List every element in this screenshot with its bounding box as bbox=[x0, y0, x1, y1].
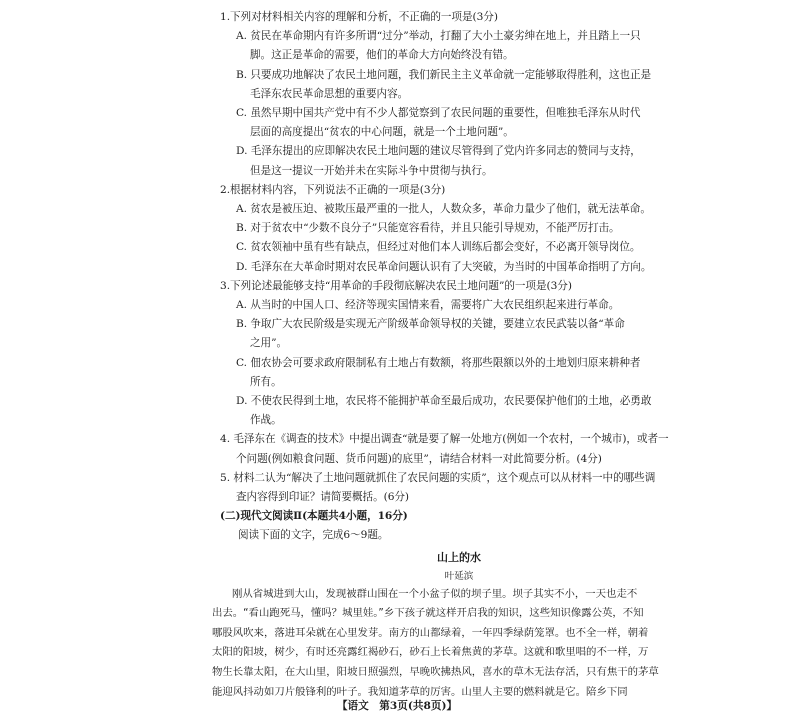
question-2-option-b: B. 对于贫农中“少数不良分子”只能宽容看待，并且只能引导规劝，不能严厉打击。 bbox=[236, 222, 620, 235]
story-paragraph-line: 物生长靠太阳，在大山里，阳坡日照强烈，早晚吹拂热风，喜水的草木无法存活，只有焦干的茅草 bbox=[212, 666, 659, 679]
question-1-stem: 1.下列对材料相关内容的理解和分析，不正确的一项是(3分) bbox=[220, 11, 498, 23]
question-1-option-b: B. 只要成功地解决了农民土地问题，我们新民主主义革命就一定能够取得胜利，这也正是 bbox=[236, 68, 652, 81]
question-5-line-2: 查内容得到印证？请简要概括。(6分) bbox=[236, 491, 410, 504]
question-3-option-b-cont: 之用”。 bbox=[250, 337, 287, 350]
question-1-option-c: C. 虽然早期中国共产党中有不少人都觉察到了农民问题的重要性，但唯独毛泽东从时代 bbox=[236, 107, 641, 120]
question-3-option-c: C. 佃农协会可要求政府限制私有土地占有数额，将那些限额以外的土地划归原来耕种者 bbox=[236, 356, 641, 369]
exam-content bbox=[212, 8, 706, 702]
question-1-option-b-cont: 毛泽东农民革命思想的重要内容。 bbox=[250, 87, 409, 100]
story-paragraph-line: 刚从省城进到大山，发现被群山围在一个小盆子似的坝子里。坝子其实不小，一天也走不 bbox=[232, 587, 638, 600]
story-title: 山上的水 bbox=[437, 550, 481, 564]
question-4-line-1: 4. 毛泽东在《调查的技术》中提出调查“就是要了解一处地方(例如一个农村，一个城市)，或者一 bbox=[220, 433, 669, 446]
reading-instruction: 阅读下面的文字，完成6～9题。 bbox=[238, 529, 389, 542]
story-paragraph-line: 哪股风吹来，落进耳朵就在心里发芽。南方的山都绿着，一年四季绿荫笼罩。也不全一样，朝着 bbox=[212, 626, 649, 639]
page-footer: 【语文 第3页(共8页)】 bbox=[336, 700, 458, 712]
question-1-option-a: A. 贫民在革命期内有许多所谓“过分”举动，打翻了大小土豪劣绅在地上，并且踏上一只 bbox=[236, 30, 641, 43]
question-3-option-d-cont: 作战。 bbox=[250, 414, 282, 427]
question-2-option-d: D. 毛泽东在大革命时期对农民革命问题认识有了大突破，为当时的中国革命指明了方向。 bbox=[236, 260, 652, 273]
story-paragraph-line: 能迎风抖动如刀片般锋利的叶子。我知道茅草的厉害。山里人主要的燃料就是它。陪乡下同 bbox=[212, 685, 628, 698]
story-paragraph-line: 出去。“看山跑死马，懂吗？城里娃。”乡下孩子就这样开启我的知识，这些知识像露公英，不知 bbox=[212, 607, 644, 620]
question-1-option-a-cont: 脚。这正是革命的需要，他们的革命大方向始终没有错。 bbox=[250, 49, 514, 62]
question-1-option-d-cont: 但是这一提议一开始并未在实际斗争中贯彻与执行。 bbox=[250, 164, 493, 177]
question-3-stem: 3.下列论述最能够支持“用革命的手段彻底解决农民土地问题”的一项是(3分) bbox=[220, 279, 572, 292]
question-2-option-c: C. 贫农领袖中虽有些有缺点，但经过对他们本人训练后都会变好，不必离开领导岗位。 bbox=[236, 241, 641, 254]
question-1-option-c-cont: 层面的高度提出“贫农的中心问题，就是一个土地问题”。 bbox=[250, 126, 514, 139]
question-1-option-d: D. 毛泽东提出的应即解决农民土地问题的建议尽管得到了党内许多同志的赞同与支持， bbox=[236, 145, 641, 158]
question-2-option-a: A. 贫农是被压迫、被欺压最严重的一批人，人数众多，革命力量少了他们，就无法革命。 bbox=[236, 203, 651, 216]
question-3-option-c-cont: 所有。 bbox=[250, 375, 282, 388]
question-5-line-1: 5. 材料二认为“解决了土地问题就抓住了农民问题的实质”，这个观点可以从材料一中的哪些调 bbox=[220, 471, 656, 484]
question-3-option-a: A. 从当时的中国人口、经济等现实国情来看，需要将广大农民组织起来进行革命。 bbox=[236, 299, 620, 312]
question-2-stem: 2.根据材料内容，下列说法不正确的一项是(3分) bbox=[220, 183, 446, 196]
story-author: 叶延滨 bbox=[444, 570, 474, 582]
section-heading: (二)现代文阅读Ⅱ(本题共4小题，16分) bbox=[220, 510, 408, 523]
story-paragraph-line: 太阳的阳坡，树少，有时还亮露红褐砂石，砂石上长着焦黄的茅草。这就和歌里唱的不一样，万 bbox=[212, 646, 649, 659]
question-3-option-d: D. 不使农民得到土地，农民将不能拥护革命至最后成功，农民要保护他们的土地，必勇敢 bbox=[236, 395, 652, 408]
question-3-option-b: B. 争取广大农民阶级是实现无产阶级革命领导权的关键，要建立农民武装以备“革命 bbox=[236, 318, 625, 331]
question-4-line-2: 个问题(例如粮食问题、货币问题)的底里”，请结合材料一对此简要分析。(4分) bbox=[236, 452, 602, 465]
